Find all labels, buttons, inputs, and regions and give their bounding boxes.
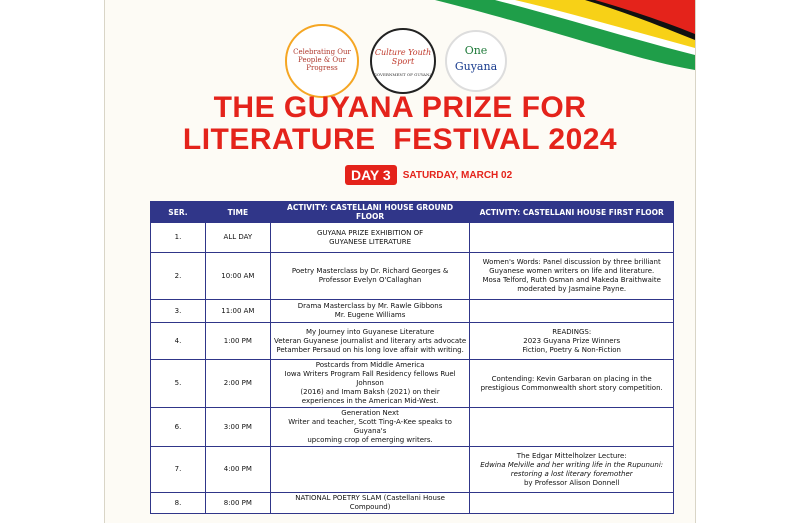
- ground-cell: Drama Masterclass by Mr. Rawle Gibbons Mr. Eugene Williams: [270, 300, 470, 323]
- time-cell: ALL DAY: [205, 223, 270, 253]
- ser-cell: 5.: [151, 360, 206, 408]
- ground-cell: GUYANA PRIZE EXHIBITION OF GUYANESE LITERATURE: [270, 223, 470, 253]
- table-header-row: [151, 202, 674, 223]
- day-banner: [345, 163, 512, 187]
- ser-cell: 6.: [151, 408, 206, 447]
- ground-cell: My Journey into Guyanese Literature Veteran Guyanese journalist and literary arts advocate Petamber Persaud on his long love affair with writing.: [270, 323, 470, 360]
- time-cell: 2:00 PM: [205, 360, 270, 408]
- ser-cell: 8.: [151, 493, 206, 514]
- time-cell: 3:00 PM: [205, 408, 270, 447]
- table-row: [151, 447, 674, 493]
- time-cell: 1:00 PM: [205, 323, 270, 360]
- festival-title: [105, 92, 695, 156]
- culture-youth-sport-logo: Culture Youth Sport GOVERNMENT OF GUYANA: [370, 28, 436, 94]
- table-row: [151, 300, 674, 323]
- table-row: [151, 323, 674, 360]
- table-row: [151, 253, 674, 300]
- first-cell: Contending: Kevin Garbaran on placing in the prestigious Commonwealth short story competition.: [470, 360, 674, 408]
- title-line-2: LITERATURE FESTIVAL 2024: [182, 123, 618, 156]
- first-cell: [470, 408, 674, 447]
- first-cell: [470, 223, 674, 253]
- ground-cell: [270, 447, 470, 493]
- first-cell: Women's Words: Panel discussion by three brilliant Guyanese women writers on life and literature. Mosa Telford, Ruth Osman and Makeda Braithwaite moderated by Jasmaine Payne.: [470, 253, 674, 300]
- time-cell: 8:00 PM: [205, 493, 270, 514]
- table-row: [151, 360, 674, 408]
- schedule-table: [150, 201, 674, 514]
- poster: [104, 0, 696, 523]
- ground-cell: Postcards from Middle America Iowa Writers Program Fall Residency fellows Ruel Johnson (2016) and Imam Baksh (2021) on their experiences in the American Mid-West.: [270, 360, 470, 408]
- header-first-floor: ACTIVITY: CASTELLANI HOUSE FIRST FLOOR: [470, 202, 674, 223]
- ser-cell: 7.: [151, 447, 206, 493]
- time-cell: 10:00 AM: [205, 253, 270, 300]
- ser-cell: 1.: [151, 223, 206, 253]
- time-cell: 4:00 PM: [205, 447, 270, 493]
- ser-cell: 2.: [151, 253, 206, 300]
- ser-cell: 4.: [151, 323, 206, 360]
- ser-cell: 3.: [151, 300, 206, 323]
- day-badge: DAY 3: [345, 165, 397, 185]
- header-ground-floor: ACTIVITY: CASTELLANI HOUSE GROUND FLOOR: [270, 202, 470, 223]
- time-cell: 11:00 AM: [205, 300, 270, 323]
- logo-group: [275, 14, 535, 94]
- table-row: [151, 493, 674, 514]
- ground-cell: Generation Next Writer and teacher, Scott Ting-A-Kee speaks to Guyana's upcoming crop of emerging writers.: [270, 408, 470, 447]
- day-date: SATURDAY, MARCH 02: [402, 169, 513, 181]
- ground-cell: NATIONAL POETRY SLAM (Castellani House Compound): [270, 493, 470, 514]
- ground-cell: Poetry Masterclass by Dr. Richard Georges & Professor Evelyn O'Callaghan: [270, 253, 470, 300]
- table-row: [151, 408, 674, 447]
- header-time: TIME: [205, 202, 270, 223]
- first-cell: [470, 493, 674, 514]
- title-line-1: THE GUYANA PRIZE FOR: [213, 91, 587, 124]
- first-cell: READINGS: 2023 Guyana Prize Winners Fiction, Poetry & Non-Fiction: [470, 323, 674, 360]
- header-ser: SER.: [151, 202, 206, 223]
- table-row: [151, 223, 674, 253]
- celebrating-logo: Celebrating Our People & Our Progress: [285, 24, 359, 98]
- first-cell: [470, 300, 674, 323]
- one-guyana-logo: One Guyana: [445, 30, 507, 92]
- first-cell: The Edgar Mittelholzer Lecture: Edwina Melville and her writing life in the Rupununi: restoring a lost literary foremother by Professor Alison Donnell: [470, 447, 674, 493]
